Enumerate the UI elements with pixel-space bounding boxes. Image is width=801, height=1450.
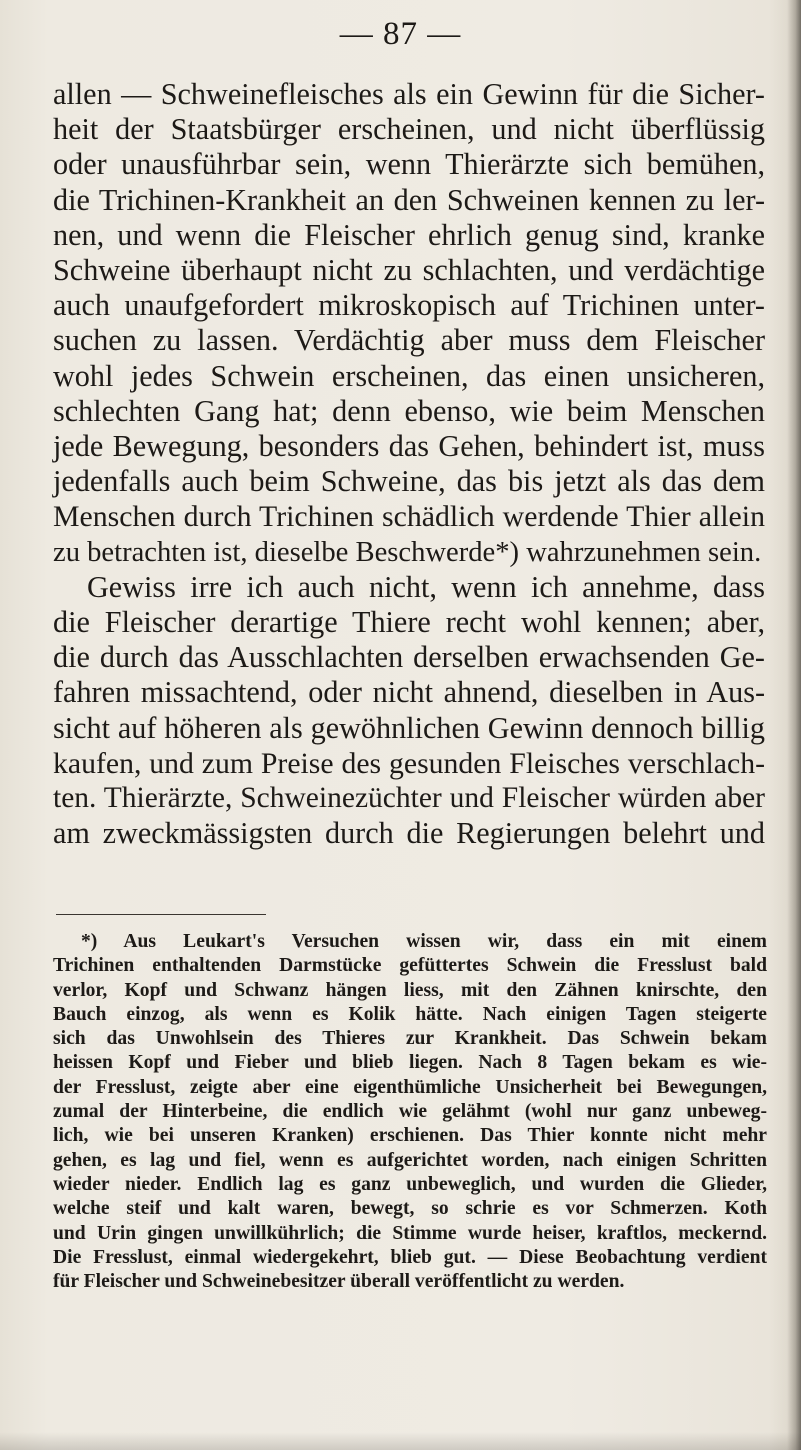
text-line: oder unausführbar sein, wenn Thierärzte sich bemühen, bbox=[53, 147, 765, 182]
text-line: Menschen durch Trichinen schädlich werdende Thier allein bbox=[53, 500, 765, 534]
text-line: wohl jedes Schwein erscheinen, das einen unsicheren, bbox=[53, 358, 765, 393]
footnote-line: *) Aus Leukart's Versuchen wissen wir, dass ein mit einem bbox=[81, 931, 767, 952]
text-line: schlechten Gang hat; denn ebenso, wie beim Menschen bbox=[53, 393, 765, 428]
footnote-line: zumal der Hinterbeine, die endlich wie gelähmt (wohl nur ganz unbeweg- bbox=[53, 1101, 767, 1123]
footnote-line: sich das Unwohlsein des Thieres zur Krankheit. Das Schwein bekam bbox=[53, 1028, 767, 1050]
footnote bbox=[53, 930, 767, 1294]
footnote-line: gehen, es lag und fiel, wenn es aufgerichtet worden, nach einigen Schritten bbox=[53, 1149, 767, 1171]
footnote-line: verlor, Kopf und Schwanz hängen liess, mit den Zähnen knirschte, den bbox=[53, 979, 767, 1001]
text-line: die Trichinen-Krankheit an den Schweinen kennen zu ler- bbox=[53, 182, 765, 217]
main-text bbox=[53, 77, 765, 851]
footnote-line: Trichinen enthaltenden Darmstücke gefüttertes Schwein die Fresslust bald bbox=[53, 955, 767, 977]
footnote-line: lich, wie bei unseren Kranken) erschienen. Das Thier konnte nicht mehr bbox=[53, 1125, 767, 1147]
footnote-line: für Fleischer und Schweinebesitzer überall veröffentlicht zu werden. bbox=[53, 1271, 625, 1293]
text-line: die durch das Ausschlachten derselben erwachsenden Ge- bbox=[53, 640, 765, 675]
text-line: nen, und wenn die Fleischer ehrlich genug sind, kranke bbox=[53, 217, 765, 252]
text-line: Schweine überhaupt nicht zu schlachten, und verdächtige bbox=[53, 253, 765, 288]
page-bottom-shadow bbox=[0, 1432, 801, 1450]
text-line: kaufen, und zum Preise des gesunden Fleisches verschlach- bbox=[53, 746, 765, 780]
footnote-line: heissen Kopf und Fieber und blieb liegen. Nach 8 Tagen bekam es wie- bbox=[53, 1052, 767, 1074]
text-line: allen — Schweinefleisches als ein Gewinn für die Sicher- bbox=[53, 77, 765, 111]
text-line: die Fleischer derartige Thiere recht wohl kennen; aber, bbox=[53, 605, 765, 640]
footnote-line: welche steif und kalt waren, bewegt, so schrie es vor Schmerzen. Koth bbox=[53, 1198, 767, 1220]
text-line: Gewiss irre ich auch nicht, wenn ich annehme, dass bbox=[87, 569, 765, 604]
text-line: ten. Thierärzte, Schweinezüchter und Fleischer würden aber bbox=[53, 782, 765, 815]
footnote-line: wieder nieder. Endlich lag es ganz unbeweglich, und wurden die Glieder, bbox=[53, 1173, 767, 1195]
footnote-line: der Fresslust, zeigte aber eine eigenthümliche Unsicherheit bei Bewegungen, bbox=[53, 1076, 767, 1098]
text-line: sicht auf höheren als gewöhnlichen Gewinn dennoch billig bbox=[53, 710, 765, 745]
footnote-line: und Urin gingen unwillkührlich; die Stimme wurde heiser, kraftlos, meckernd. bbox=[53, 1222, 767, 1244]
text-line: heit der Staatsbürger erscheinen, und nicht überflüssig bbox=[53, 112, 765, 147]
text-line: am zweckmässigsten durch die Regierungen belehrt und bbox=[53, 816, 765, 851]
text-line: auch unaufgefordert mikroskopisch auf Trichinen unter- bbox=[53, 288, 765, 323]
footnote-line: Die Fresslust, einmal wiedergekehrt, blieb gut. — Diese Beobachtung verdient bbox=[53, 1246, 767, 1268]
text-line: zu betrachten ist, dieselbe Beschwerde*) wahrzunehmen sein. bbox=[53, 536, 762, 568]
text-line: suchen zu lassen. Verdächtig aber muss dem Fleischer bbox=[53, 323, 765, 358]
page-edge-shadow bbox=[787, 0, 801, 1450]
text-line: jede Bewegung, besonders das Gehen, behindert ist, muss bbox=[53, 429, 765, 464]
text-line: fahren missachtend, oder nicht ahnend, dieselben in Aus- bbox=[53, 675, 765, 710]
page-number: — 87 — bbox=[339, 16, 462, 52]
footnote-divider bbox=[56, 914, 266, 915]
footnote-line: Bauch einzog, als wenn es Kolik hätte. Nach einigen Tagen steigerte bbox=[53, 1003, 767, 1025]
text-line: jedenfalls auch beim Schweine, das bis jetzt als das dem bbox=[53, 464, 765, 499]
